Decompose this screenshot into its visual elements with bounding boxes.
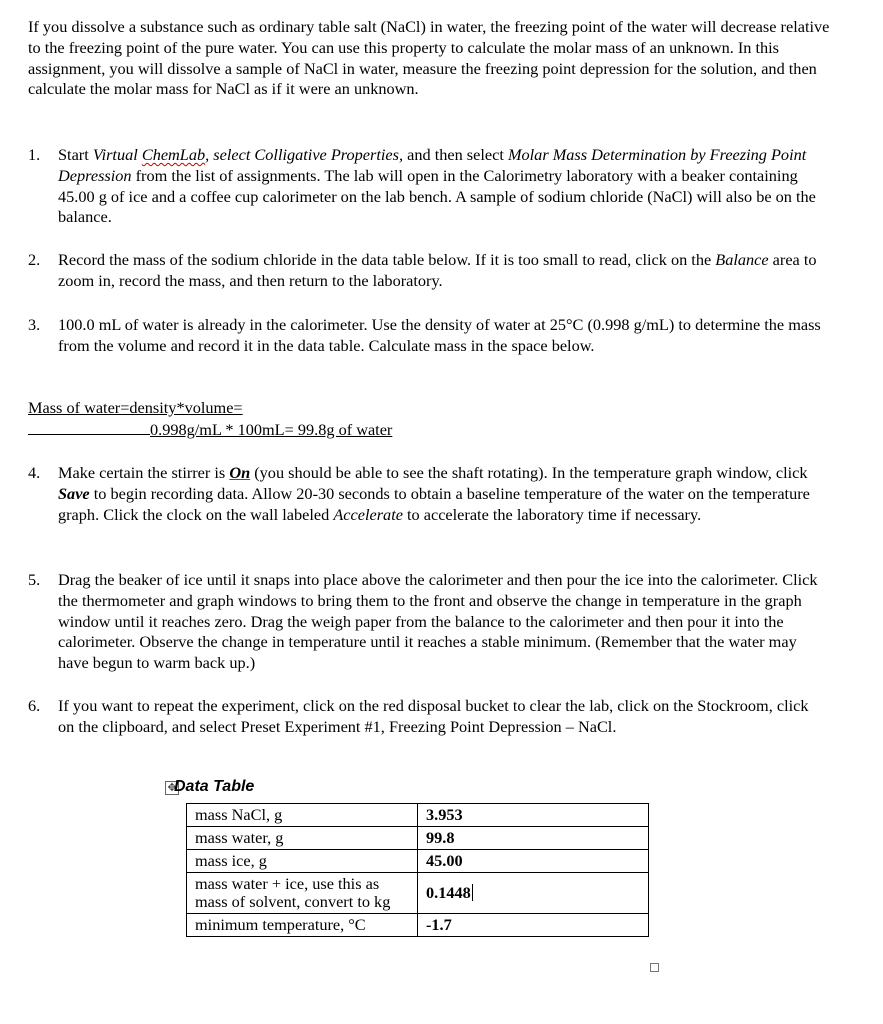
table-row (187, 873, 649, 914)
text-cursor (472, 884, 473, 901)
intro-paragraph: If you dissolve a substance such as ordinary table salt (NaCl) in water, the freezing point of the water will decrease relative to the freezing point of the pure water. You can use this property to calculate the molar mass of an unknown. In this assignment, you will dissolve a sample of NaCl in water, measure the freezing point depression for the solution, and then calculate the molar mass for NaCl as if it were an unknown. (28, 17, 830, 99)
row-value[interactable]: 45.00 (418, 850, 649, 873)
data-table (186, 803, 649, 937)
step-2 (28, 250, 828, 292)
step-text-part: area to zoom in, record the mass, and then return to the laboratory. (58, 250, 817, 290)
row-label[interactable]: mass ice, g (187, 850, 418, 873)
table-row (187, 827, 649, 850)
step-text-part: Make certain the stirrer is (58, 463, 230, 482)
accelerate-term: Accelerate (333, 504, 403, 524)
step-text (58, 250, 828, 292)
spellcheck-word[interactable]: ChemLab (141, 145, 206, 164)
row-label[interactable]: minimum temperature, °C (187, 914, 418, 937)
step-number: 3. (28, 315, 41, 334)
calc-line-2 (28, 420, 392, 441)
step-1 (28, 145, 828, 228)
step-text-part: to begin recording data. Allow 20-30 seconds to obtain a baseline temperature of the water on the temperature graph. Click the clock on the wall labeled (58, 483, 810, 524)
step-text-part: Start (58, 145, 93, 164)
step-text-italic: , select Colligative Properties, (205, 145, 404, 164)
step-number: 6. (28, 696, 41, 715)
assignment-name: Molar Mass Determination by Freezing Point Depression (58, 145, 807, 185)
step-number: 1. (28, 145, 41, 164)
table-caption: Data Table (174, 778, 255, 795)
step-text (58, 145, 828, 228)
step-text: If you want to repeat the experiment, click on the red disposal bucket to clear the lab, click on the Stockroom, click on the clipboard, and select Preset Experiment #1, Freezing Point Depression – NaCl. (58, 696, 809, 736)
row-value[interactable]: 3.953 (418, 804, 649, 827)
step-6 (28, 696, 828, 738)
step-text-part: from the list of assignments. The lab will open in the Calorimetry laboratory with a beaker containing 45.00 g of ice and a coffee cup calorimeter on the lab bench. A sample of sodium chloride (NaCl) will also be on the balance. (58, 165, 816, 227)
row-value: 0.1448 (426, 883, 471, 902)
step-text-part: (you should be able to see the shaft rotating). In the temperature graph window, click (250, 463, 808, 482)
step-number: 2. (28, 250, 41, 269)
stirrer-on-term: On (229, 463, 251, 482)
underline-blank (28, 420, 150, 435)
row-value-editing[interactable] (418, 873, 649, 914)
row-label[interactable]: mass water, g (187, 827, 418, 850)
step-text (58, 463, 828, 525)
step-text: Drag the beaker of ice until it snaps into place above the calorimeter and then pour the ice into the calorimeter. Click the thermometer and graph windows to bring them to the front and observe the change in temperature in the graph window until it reaches zero. Drag the weigh paper from the balance to the calorimeter and then pour it into the calorimeter. Observe the change in temperature until it reaches a stable minimum. (Remember that the water may have begun to warm back up.) (58, 570, 818, 673)
step-text-part: Record the mass of the sodium chloride in the data table below. If it is too small to read, click on the (58, 250, 716, 269)
step-number: 4. (28, 463, 41, 482)
table-row (187, 914, 649, 937)
row-value[interactable]: -1.7 (418, 914, 649, 937)
step-text-part: to accelerate the laboratory time if necessary. (402, 504, 702, 524)
step-text-italic: Virtual (92, 145, 142, 164)
balance-term: Balance (715, 250, 769, 269)
calc-result: 0.998g/mL * 100mL= 99.8g of water (150, 420, 393, 439)
save-term: Save (58, 483, 90, 503)
table-row (187, 850, 649, 873)
table-resize-handle[interactable] (650, 963, 659, 972)
step-text: 100.0 mL of water is already in the calorimeter. Use the density of water at 25°C (0.998 g/mL) to determine the mass from the volume and record it in the data table. Calculate mass in the space below. (58, 315, 821, 355)
calc-line-1: Mass of water=density*volume= (28, 398, 243, 417)
row-label[interactable]: mass NaCl, g (187, 804, 418, 827)
step-5 (28, 570, 828, 674)
table-move-icon[interactable]: ✥ (165, 781, 179, 795)
step-3 (28, 315, 828, 357)
step-number: 5. (28, 570, 41, 589)
step-text-part: and then select (403, 145, 508, 164)
step-4 (28, 463, 828, 525)
row-value[interactable]: 99.8 (418, 827, 649, 850)
table-row (187, 804, 649, 827)
row-label[interactable]: mass water + ice, use this as mass of solvent, convert to kg (187, 873, 418, 914)
